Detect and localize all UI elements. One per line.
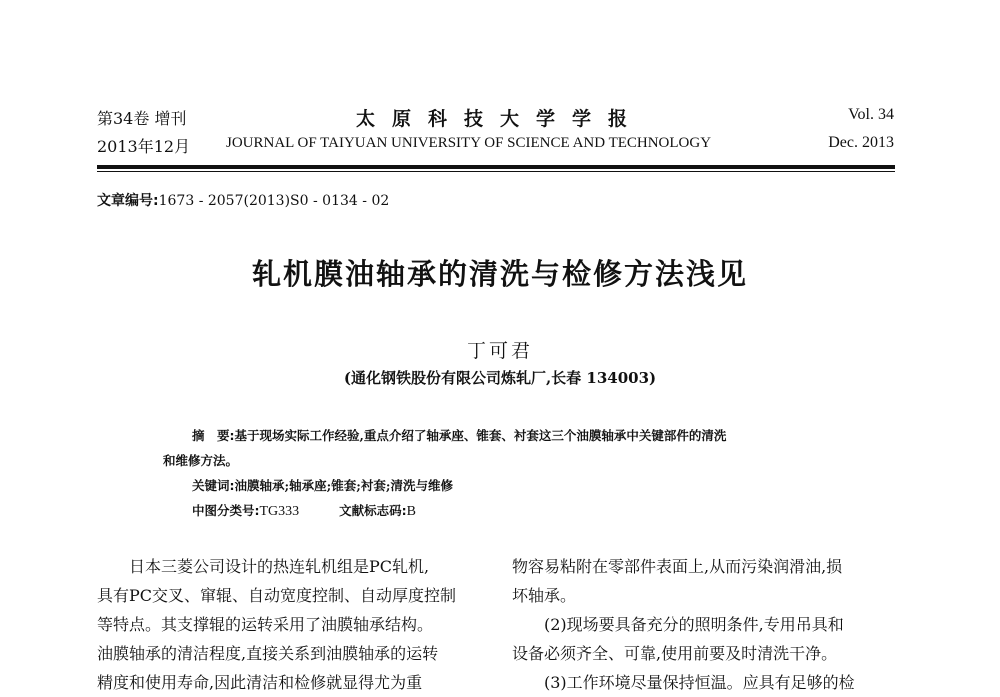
abstract-line-1 xyxy=(192,426,726,444)
abstract-text-2: 和维修方法。 xyxy=(163,453,239,468)
keywords xyxy=(192,476,453,494)
doc-code-label: 文献标志码: xyxy=(339,503,407,518)
journal-title-zh: 太原科技大学学报 xyxy=(355,108,644,130)
body-right-column xyxy=(512,552,900,697)
body-line: 日本三菱公司设计的热连轧机组是PC轧机, xyxy=(129,557,430,576)
article-number-value: 1673 - 2057(2013)S0 - 0134 - 02 xyxy=(158,193,390,209)
paper-title: 轧机膜油轴承的清洗与检修方法浅见 xyxy=(251,257,748,291)
journal-title-en: JOURNAL OF TAIYUAN UNIVERSITY OF SCIENCE AND TECHNOLOGY xyxy=(226,135,712,151)
article-number-label: 文章编号: xyxy=(97,193,159,209)
body-line: 油膜轴承的清洁程度,直接关系到油膜轴承的运转 xyxy=(97,644,439,663)
date-en: Dec. 2013 xyxy=(828,134,894,151)
keywords-label: 关键词: xyxy=(192,478,235,493)
body-line: 具有PC交叉、窜辊、自动宽度控制、自动厚度控制 xyxy=(97,586,457,605)
author-affiliation: (通化钢铁股份有限公司炼轧厂,长春 134003) xyxy=(343,369,657,387)
date-zh: 2013年12月 xyxy=(97,137,191,156)
volume-en: Vol. 34 xyxy=(848,106,894,123)
body-line: (3)工作环境尽量保持恒温。应具有足够的检 xyxy=(544,673,855,692)
clc-value: TG333 xyxy=(259,504,300,519)
header-rule-thick xyxy=(97,165,895,169)
volume-issue-zh: 第34卷 增刊 xyxy=(97,109,187,128)
body-line: (2)现场要具备充分的照明条件,专用吊具和 xyxy=(544,615,844,634)
body-line: 物容易粘附在零部件表面上,从而污染润滑油,损 xyxy=(512,557,843,576)
abstract-text-1: 基于现场实际工作经验,重点介绍了轴承座、锥套、衬套这三个油膜轴承中关键部件的清洗 xyxy=(234,428,727,443)
body-line: 等特点。其支撑辊的运转采用了油膜轴承结构。 xyxy=(97,615,434,634)
article-number xyxy=(97,190,389,210)
body-line: 设备必须齐全、可靠,使用前要及时清洗干净。 xyxy=(512,644,838,663)
abstract-label: 摘 要: xyxy=(192,428,235,443)
header-rule-thin xyxy=(97,171,895,172)
classification xyxy=(192,501,416,520)
clc-label: 中图分类号: xyxy=(192,503,260,518)
body-line: 坏轴承。 xyxy=(512,586,577,605)
body-left-column xyxy=(97,552,495,697)
doc-code-value: B xyxy=(406,504,416,519)
body-line: 精度和使用寿命,因此清洁和检修就显得尤为重 xyxy=(97,673,423,692)
keywords-value: 油膜轴承;轴承座;锥套;衬套;清洗与维修 xyxy=(234,478,453,493)
author-name: 丁可君 xyxy=(466,340,533,362)
